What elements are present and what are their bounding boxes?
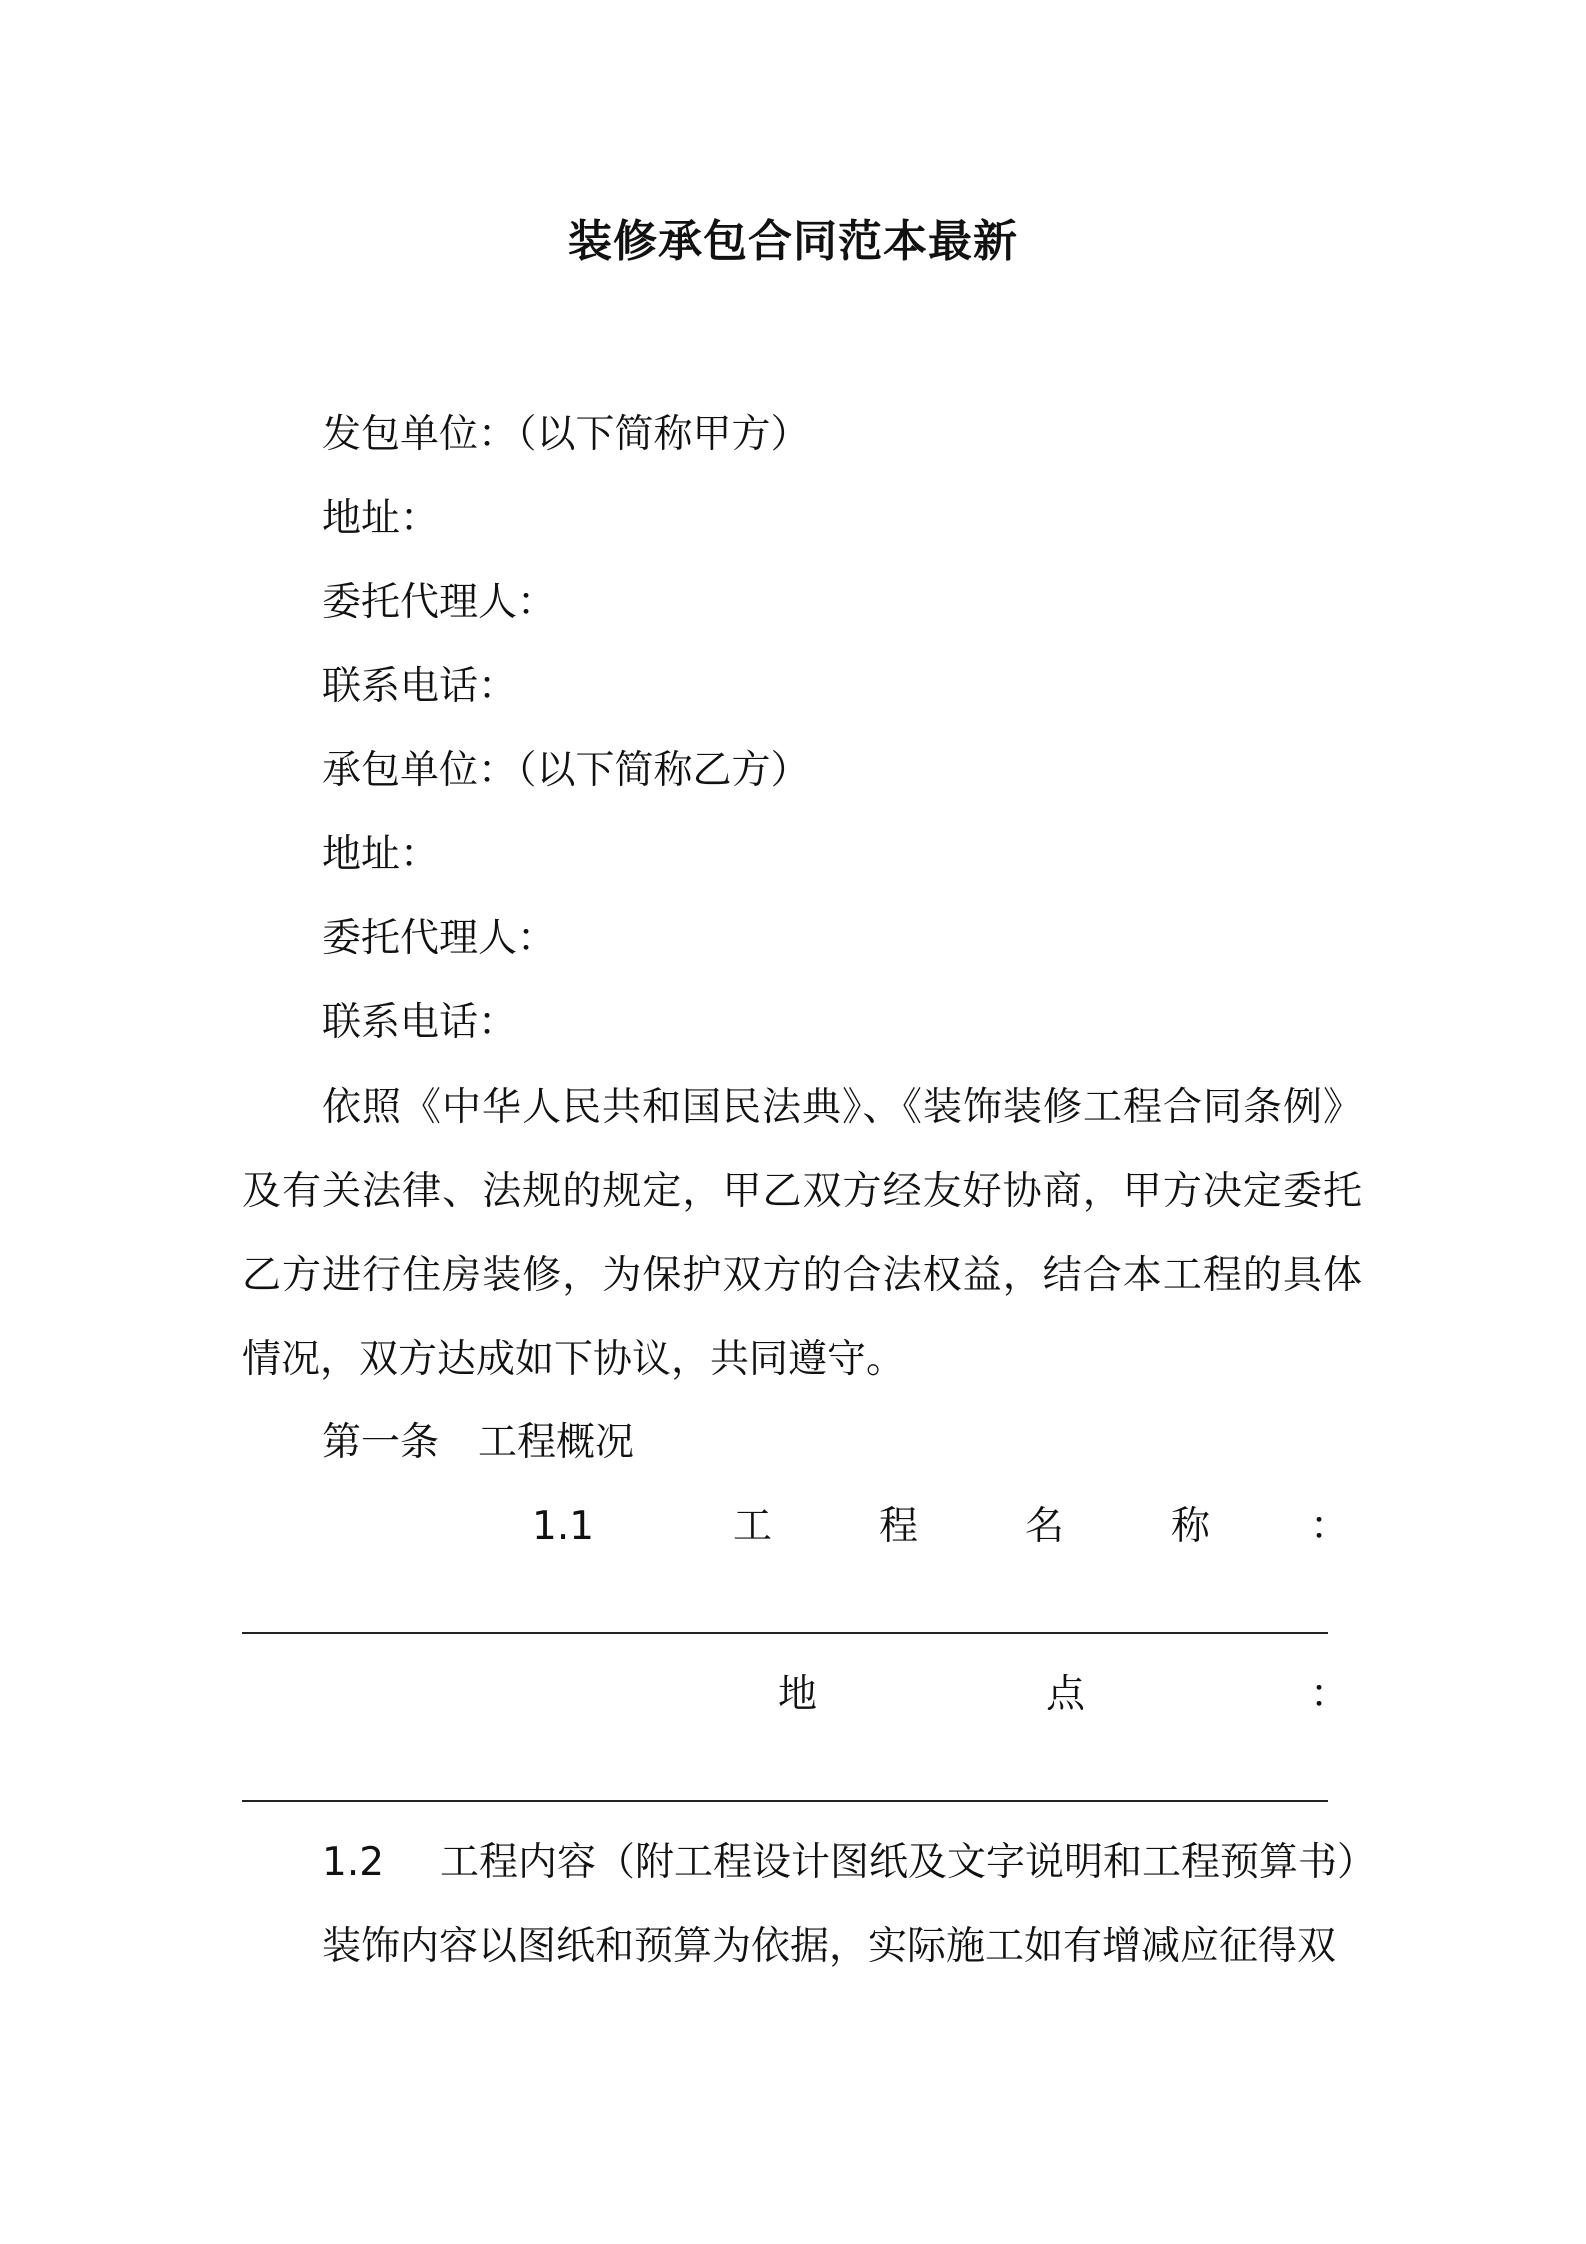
item-1-2-text: 工程内容（附工程设计图纸及文字说明和工程预算书） [440,1840,1377,1885]
article-1-heading: 第一条 工程概况 [322,1420,635,1465]
party-b-address-label: 地址： [322,832,440,877]
location-char-2: 点 [1046,1672,1086,1717]
location-colon: ： [1310,1672,1350,1717]
item-1-2-number: 1.2 [322,1840,385,1885]
document-title: 装修承包合同范本最新 [568,216,1018,267]
party-a-address-label: 地址： [322,496,440,541]
item-1-1-colon: ： [1310,1504,1350,1549]
location-char-1: 地 [778,1672,818,1717]
party-a-phone-label: 联系电话： [322,664,518,709]
preamble-paragraph: 依照《中华人民共和国民法典》、《装饰装修工程合同条例》及有关法律、法规的规定，甲乙双方经友好协商，甲方决定委托乙方进行住房装修，为保护双方的合法权益，结合本工程的具体情况，双方达成如下协议，共同遵守。 [242,1085,1362,1382]
item-1-1-char-2: 程 [879,1504,919,1549]
decoration-content-text: 装饰内容以图纸和预算为依据，实际施工如有增减应征得双 [322,1924,1337,1969]
party-a-agent-label: 委托代理人： [322,580,557,625]
project-name-fill-line [242,1632,1328,1634]
item-1-1-char-1: 工 [733,1504,773,1549]
party-b-agent-label: 委托代理人： [322,916,557,961]
party-b-phone-label: 联系电话： [322,1000,518,1045]
location-fill-line [242,1800,1328,1802]
party-b-unit-label: 承包单位：（以下简称乙方） [322,748,810,793]
party-a-unit-label: 发包单位：（以下简称甲方） [322,412,810,457]
item-1-1-number: 1.1 [532,1504,595,1549]
item-1-1-char-3: 名 [1025,1504,1065,1549]
item-1-1-char-4: 称 [1171,1504,1211,1549]
